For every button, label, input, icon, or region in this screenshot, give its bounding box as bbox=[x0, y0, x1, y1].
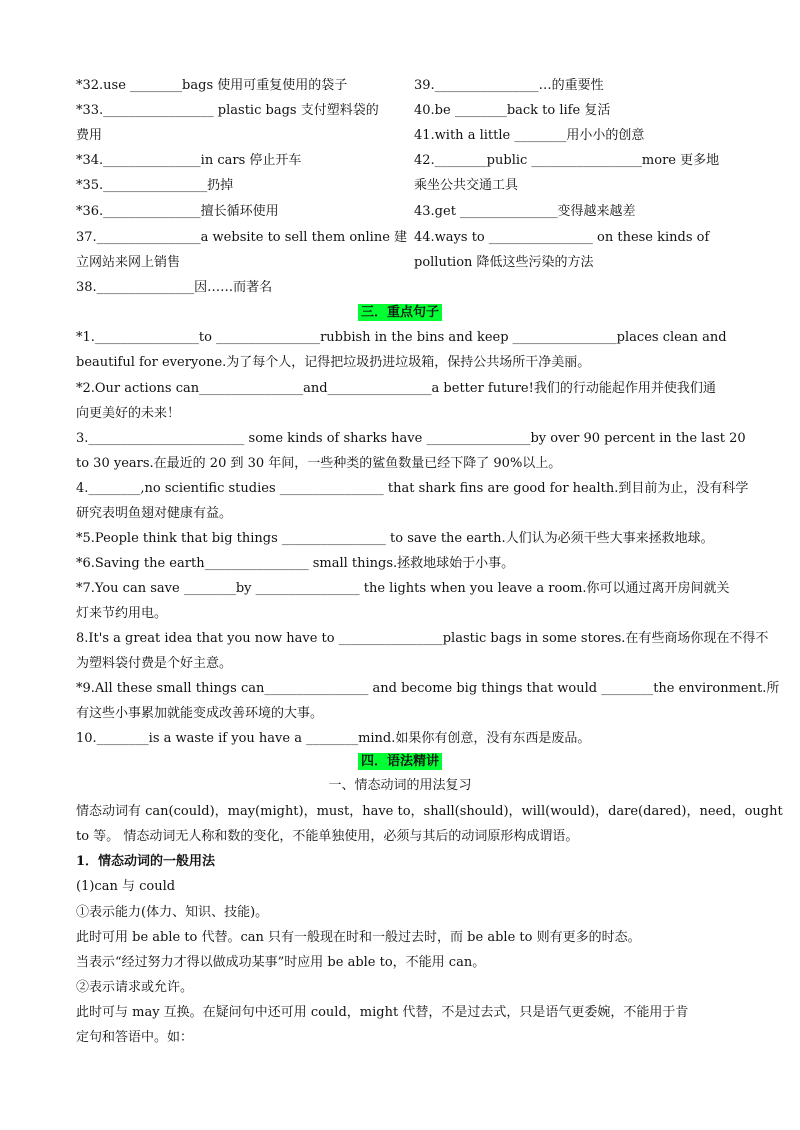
left-item: *34._______________in cars 停止开车 bbox=[76, 153, 302, 168]
section-heading-key-sentences bbox=[0, 302, 800, 324]
grammar-line: 定句和答语中。如： bbox=[76, 1030, 194, 1045]
grammar-line: ①表示能力(体力、知识、技能)。 bbox=[76, 905, 269, 920]
sentence-line: *6.Saving the earth________________ small things.拯救地球始于小事。 bbox=[76, 556, 515, 571]
left-item: 37.________________a website to sell them online 建 bbox=[76, 230, 408, 245]
sentence-line: *1.________________to ________________rubbish in the bins and keep ________________places clean and bbox=[76, 330, 727, 345]
phrase-columns bbox=[0, 0, 800, 300]
section-heading-label: 四．语法精讲 bbox=[358, 753, 442, 770]
sentence-line: 向更美好的未来！ bbox=[76, 406, 181, 421]
grammar-point-heading: 1．情态动词的一般用法 bbox=[76, 854, 216, 869]
sentence-line: 有这些小事累加就能变成改善环境的大事。 bbox=[76, 706, 324, 721]
right-item: 44.ways to ________________ on these kinds of bbox=[414, 230, 710, 245]
left-item: 立网站来网上销售 bbox=[76, 255, 181, 270]
sentence-line: 4.________,no scientific studies ________________ that shark fins are good for health.到目前为止，没有科学 bbox=[76, 481, 749, 496]
sentence-line: 3.________________________ some kinds of sharks have ________________by over 90 percent in the last 20 bbox=[76, 431, 746, 446]
sentence-line: *5.People think that big things ________________ to save the earth.人们认为必须干些大事来拯救地球。 bbox=[76, 531, 714, 546]
right-item: 41.with a little ________用小小的创意 bbox=[414, 128, 645, 143]
grammar-line: (1)can 与 could bbox=[76, 879, 176, 894]
sentence-line: beautiful for everyone.为了每个人，记得把垃圾扔进垃圾箱，保持公共场所干净美丽。 bbox=[76, 355, 591, 370]
left-item: *32.use ________bags 使用可重复使用的袋子 bbox=[76, 78, 348, 93]
grammar-line: 情态动词有 can(could)，may(might)，must，have to，shall(should)，will(would)，dare(dared)，need，ought bbox=[76, 804, 783, 819]
left-item: 费用 bbox=[76, 128, 103, 143]
sentence-line: 为塑料袋付费是个好主意。 bbox=[76, 656, 233, 671]
left-item: *36._______________擅长循环使用 bbox=[76, 204, 279, 219]
grammar-line: 当表示“经过努力才得以做成功某事”时应用 be able to，不能用 can。 bbox=[76, 955, 486, 970]
right-item: 39.________________…的重要性 bbox=[414, 78, 604, 93]
sentence-line: 10.________is a waste if you have a ________mind.如果你有创意，没有东西是废品。 bbox=[76, 731, 591, 746]
section-heading-grammar bbox=[0, 751, 800, 773]
sentence-line: *7.You can save ________by ________________ the lights when you leave a room.你可以通过离开房间就关 bbox=[76, 581, 730, 596]
sentence-line: 8.It's a great idea that you now have to ________________plastic bags in some stores.在有些商场你现在不得不 bbox=[76, 631, 769, 646]
grammar-line: ②表示请求或允许。 bbox=[76, 980, 194, 995]
right-item: 43.get _______________变得越来越差 bbox=[414, 204, 636, 219]
section-heading-label: 三．重点句子 bbox=[358, 304, 442, 321]
sentence-line: *2.Our actions can________________and________________a better future!我们的行动能起作用并使我们通 bbox=[76, 381, 716, 396]
grammar-line: 此时可与 may 互换。在疑问句中还可用 could，might 代替，不是过去式，只是语气更委婉，不能用于肯 bbox=[76, 1005, 689, 1020]
left-item: 38._______________因……而著名 bbox=[76, 280, 273, 295]
left-item: *33._________________ plastic bags 支付塑料袋的 bbox=[76, 103, 379, 118]
right-item: 40.be ________back to life 复活 bbox=[414, 103, 611, 118]
sentence-line: 研究表明鱼翅对健康有益。 bbox=[76, 506, 233, 521]
sentence-line: to 30 years.在最近的 20 到 30 年间，一些种类的鲨鱼数量已经下降了 90%以上。 bbox=[76, 456, 562, 471]
right-item: 42.________public _________________more 更多地 bbox=[414, 153, 720, 168]
right-item: 乘坐公共交通工具 bbox=[414, 178, 519, 193]
right-item: pollution 降低这些污染的方法 bbox=[414, 255, 594, 270]
left-item: *35.________________扔掉 bbox=[76, 178, 234, 193]
grammar-subtitle: 一、情态动词的用法复习 bbox=[328, 778, 472, 793]
grammar-line: to 等。 情态动词无人称和数的变化，不能单独使用，必须与其后的动词原形构成谓语。 bbox=[76, 829, 579, 844]
grammar-line: 此时可用 be able to 代替。can 只有一般现在时和一般过去时，而 be able to 则有更多的时态。 bbox=[76, 930, 641, 945]
sentence-line: 灯来节约用电。 bbox=[76, 606, 168, 621]
sentence-line: *9.All these small things can________________ and become big things that would ________the environment.所 bbox=[76, 681, 780, 696]
